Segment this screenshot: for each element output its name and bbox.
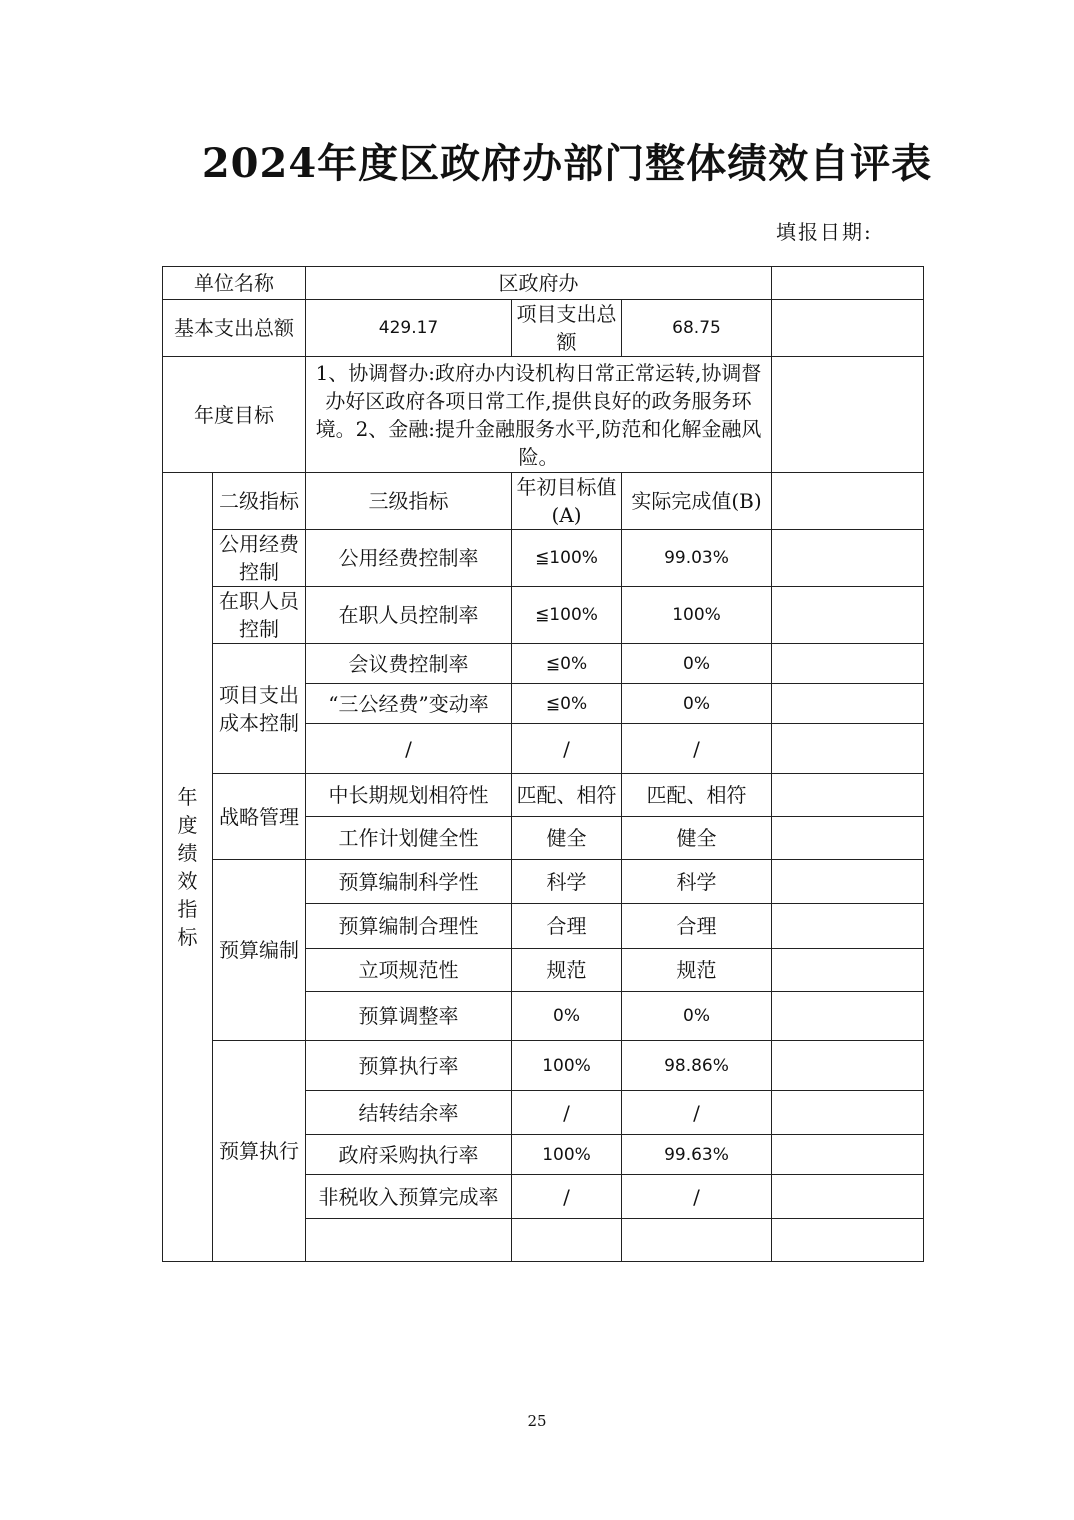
actual-value: 99.03% [622,530,772,587]
level2-indicator: 战略管理 [213,774,306,860]
unit-value: 区政府办 [306,267,772,300]
project-expense-label: 项目支出总额 [512,300,622,357]
column-header: 三级指标 [306,473,512,530]
fill-date-label: 填报日期: [776,220,873,244]
blank-cell [772,473,924,530]
blank-cell [772,530,924,587]
page-title: 2024年度区政府办部门整体绩效自评表 [201,140,933,187]
target-value: ≦100% [512,587,622,644]
page-number: 25 [527,1412,547,1430]
blank-cell [772,817,924,860]
goal-text: 1、协调督办:政府办内设机构日常正常运转,协调督办好区政府各项日常工作,提供良好的政务服务环境。2、金融:提升金融服务水平,防范和化解金融风险。 [306,357,772,473]
actual-value: / [622,1175,772,1219]
target-value: 合理 [512,904,622,949]
table-row [163,530,924,587]
level3-indicator: 工作计划健全性 [306,817,512,860]
level2-indicator: 公用经费控制 [213,530,306,587]
actual-value: 0% [622,992,772,1041]
table-row [163,774,924,817]
expense-row [163,300,924,357]
table-row [163,587,924,644]
level2-indicator: 预算执行 [213,1041,306,1262]
actual-value: 健全 [622,817,772,860]
basic-expense-label: 基本支出总额 [163,300,306,357]
blank-cell [772,300,924,357]
actual-value: 规范 [622,949,772,992]
blank-cell [772,1175,924,1219]
goal-label: 年度目标 [163,357,306,473]
target-value: 100% [512,1041,622,1091]
blank-cell [772,684,924,724]
target-value: 0% [512,992,622,1041]
project-expense-value: 68.75 [622,300,772,357]
actual-value: 匹配、相符 [622,774,772,817]
level3-indicator: 政府采购执行率 [306,1135,512,1175]
blank-cell [772,1135,924,1175]
target-value: 健全 [512,817,622,860]
level3-indicator: 预算执行率 [306,1041,512,1091]
actual-value: 100% [622,587,772,644]
level3-indicator: 结转结余率 [306,1091,512,1135]
actual-value: 0% [622,684,772,724]
level3-indicator: 立项规范性 [306,949,512,992]
actual-value: / [622,1091,772,1135]
blank-cell [772,357,924,473]
level2-indicator: 预算编制 [213,860,306,1041]
column-header: 年初目标值(A) [512,473,622,530]
level2-indicator: 项目支出成本控制 [213,644,306,774]
target-value: / [512,724,622,774]
target-value [512,1219,622,1262]
target-value: 匹配、相符 [512,774,622,817]
target-value: 100% [512,1135,622,1175]
target-value: ≦0% [512,684,622,724]
unit-label: 单位名称 [163,267,306,300]
column-header: 二级指标 [213,473,306,530]
basic-expense-value: 429.17 [306,300,512,357]
level3-indicator: 在职人员控制率 [306,587,512,644]
target-value: 规范 [512,949,622,992]
blank-cell [772,949,924,992]
column-header: 实际完成值(B) [622,473,772,530]
indicator-header-row [163,473,924,530]
target-value: ≦100% [512,530,622,587]
actual-value: 科学 [622,860,772,904]
level3-indicator: / [306,724,512,774]
blank-cell [772,860,924,904]
actual-value: 合理 [622,904,772,949]
actual-value: 0% [622,644,772,684]
level3-indicator: 公用经费控制率 [306,530,512,587]
level3-indicator: 预算编制合理性 [306,904,512,949]
target-value: 科学 [512,860,622,904]
level3-indicator: 预算编制科学性 [306,860,512,904]
table-row [163,1041,924,1091]
blank-cell [772,1091,924,1135]
blank-cell [772,1219,924,1262]
table-row [163,860,924,904]
actual-value: 98.86% [622,1041,772,1091]
level3-indicator: 非税收入预算完成率 [306,1175,512,1219]
unit-row [163,267,924,300]
actual-value [622,1219,772,1262]
level3-indicator [306,1219,512,1262]
blank-cell [772,644,924,684]
level3-indicator: 会议费控制率 [306,644,512,684]
blank-cell [772,724,924,774]
blank-cell [772,992,924,1041]
blank-cell [772,774,924,817]
goal-row [163,357,924,473]
level3-indicator: “三公经费”变动率 [306,684,512,724]
target-value: ≦0% [512,644,622,684]
actual-value: 99.63% [622,1135,772,1175]
indicator-section-label: 年度绩效指标 [163,473,213,1262]
blank-cell [772,267,924,300]
blank-cell [772,1041,924,1091]
blank-cell [772,904,924,949]
level2-indicator: 在职人员控制 [213,587,306,644]
target-value: / [512,1091,622,1135]
actual-value: / [622,724,772,774]
level3-indicator: 中长期规划相符性 [306,774,512,817]
target-value: / [512,1175,622,1219]
blank-cell [772,587,924,644]
level3-indicator: 预算调整率 [306,992,512,1041]
performance-evaluation-table [162,266,924,1262]
table-row [163,644,924,684]
